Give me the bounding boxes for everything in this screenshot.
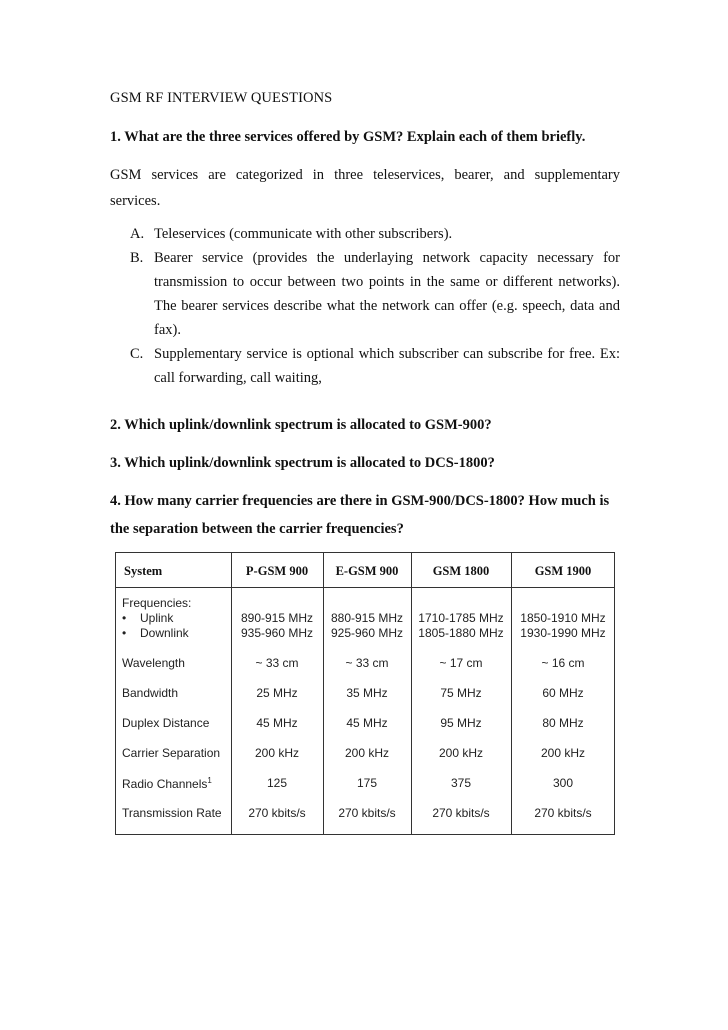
list-marker: C. [130,346,144,362]
table-cell: 125 [266,776,288,790]
question-4-line-1: 4. How many carrier frequencies are there in GSM-900/DCS-1800? How much is [110,493,610,509]
table-cell: 75 MHz [440,686,482,700]
table-cell: 45 MHz [346,716,388,730]
list-item-b [130,246,620,342]
row-label-downlink: Downlink [140,626,189,640]
list-item-text: fax). [154,322,181,338]
row-label-text: Radio Channels [122,777,208,791]
row-label-carrier-separation: Carrier Separation [122,746,221,760]
row-label-duplex-distance: Duplex Distance [122,716,210,730]
services-list [130,222,620,390]
list-item-text: Teleservices (communicate with other subscribers). [154,226,453,242]
list-item-text: The bearer services describe what the network can offer (e.g. speech, data and [154,298,620,314]
document-title: GSM RF INTERVIEW QUESTIONS [110,90,333,106]
question-4 [110,487,622,543]
table-cell: 95 MHz [440,716,482,730]
question-3: 3. Which uplink/downlink spectrum is allocated to DCS-1800? [110,455,495,471]
list-item-a [130,222,620,246]
list-item-text: call forwarding, call waiting, [154,370,322,386]
table-cell: ~ 33 cm [345,656,389,670]
row-label-uplink: Uplink [140,611,174,625]
table-cell: 300 [552,776,574,790]
uplink-gsm-1900: 1850-1910 MHz [520,611,606,625]
header-gsm-1800: GSM 1800 [432,564,490,578]
row-label-transmission-rate: Transmission Rate [122,806,222,820]
list-item-c [130,342,620,390]
header-e-gsm-900: E-GSM 900 [335,564,399,578]
table-cell: 35 MHz [346,686,388,700]
question-4-line-2: the separation between the carrier frequencies? [110,521,404,537]
uplink-p-gsm: 890-915 MHz [240,611,314,625]
table-cell: 200 kHz [254,746,300,760]
table-cell: 25 MHz [256,686,298,700]
row-label-frequencies: Frequencies: [122,596,192,610]
question-2: 2. Which uplink/downlink spectrum is allocated to GSM-900? [110,417,492,433]
table-cell: 60 MHz [542,686,584,700]
uplink-e-gsm: 880-915 MHz [330,611,404,625]
downlink-e-gsm: 925-960 MHz [330,626,404,640]
downlink-gsm-1800: 1805-1880 MHz [418,626,504,640]
table-cell: 175 [356,776,378,790]
list-item-text: Supplementary service is optional which subscriber can subscribe for free. Ex: [154,346,620,362]
table-cell: 270 kbits/s [432,806,490,820]
table-cell: 270 kbits/s [338,806,396,820]
row-label-radio-channels [122,776,212,791]
downlink-gsm-1900: 1930-1990 MHz [520,626,606,640]
bullet-icon: • [122,611,127,625]
table-cell: 80 MHz [542,716,584,730]
question-1: 1. What are the three services offered by GSM? Explain each of them briefly. [110,129,586,145]
table-cell: 200 kHz [344,746,390,760]
list-marker: A. [130,226,145,242]
list-marker: B. [130,250,144,266]
table-cell: ~ 17 cm [439,656,483,670]
downlink-p-gsm: 935-960 MHz [240,626,314,640]
table-cell: ~ 16 cm [541,656,585,670]
table-cell: ~ 33 cm [255,656,299,670]
header-system: System [124,564,163,578]
intro-paragraph [110,160,620,216]
uplink-gsm-1800: 1710-1785 MHz [418,611,504,625]
intro-line-2: services. [110,193,161,209]
list-item-text: Bearer service (provides the underlaying network capacity necessary for [154,250,620,266]
header-p-gsm-900: P-GSM 900 [245,564,309,578]
gsm-systems-table [115,552,615,835]
row-label-wavelength: Wavelength [122,656,185,670]
table-cell: 375 [450,776,472,790]
table-cell: 200 kHz [540,746,586,760]
table-cell: 45 MHz [256,716,298,730]
table-cell: 270 kbits/s [534,806,592,820]
header-gsm-1900: GSM 1900 [534,564,592,578]
table-cell: 200 kHz [438,746,484,760]
bullet-icon: • [122,626,127,640]
footnote-marker: 1 [207,776,212,785]
table-cell: 270 kbits/s [248,806,306,820]
intro-line-1: GSM services are categorized in three teleservices, bearer, and supplementary [110,167,620,183]
list-item-text: transmission to occur between two points in the same or different networks). [154,274,620,290]
row-label-bandwidth: Bandwidth [122,686,179,700]
